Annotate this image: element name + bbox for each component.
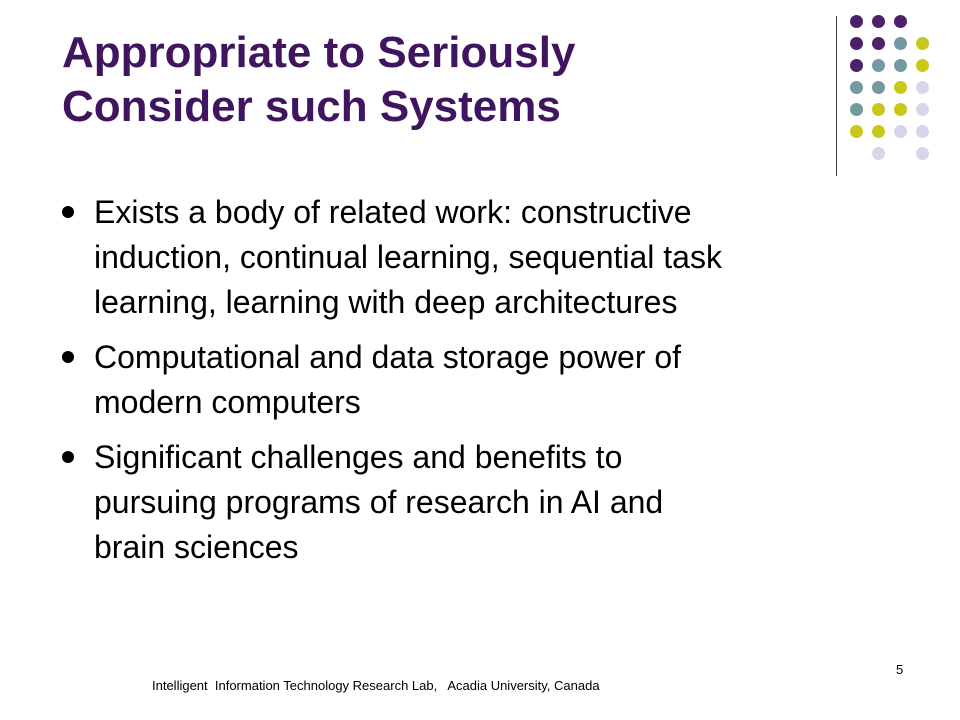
decorative-dot (894, 125, 907, 138)
decorative-dot (872, 37, 885, 50)
decorative-dot (916, 125, 929, 138)
decorative-dot (894, 103, 907, 116)
decorative-dot (850, 37, 863, 50)
decorative-dot (894, 37, 907, 50)
decorative-dot (872, 103, 885, 116)
bullet-3-line-2: pursuing programs of research in AI and (94, 484, 664, 520)
bullet-2-line-2: modern computers (94, 384, 361, 420)
bullet-item-3 (62, 435, 862, 570)
decorative-dot (894, 15, 907, 28)
page-number: 5 (896, 662, 904, 677)
bullet-3-line-3: brain sciences (94, 529, 299, 565)
bullet-1-line-2: induction, continual learning, sequential task (94, 239, 722, 275)
decorative-dot (916, 37, 929, 50)
bullet-dot-icon (62, 451, 74, 463)
decorative-dot (850, 103, 863, 116)
decorative-dot (872, 15, 885, 28)
decorative-dot (916, 147, 929, 160)
decorative-dot (916, 81, 929, 94)
slide-footer: Intelligent Information Technology Research Lab, Acadia University, Canada (152, 678, 600, 693)
title-divider (836, 16, 837, 176)
bullet-3-line-1: Significant challenges and benefits to (94, 439, 623, 475)
bullet-dot-icon (62, 351, 74, 363)
decorative-dot (894, 59, 907, 72)
decorative-dot (850, 59, 863, 72)
bullet-item-2 (62, 335, 862, 425)
bullet-dot-icon (62, 206, 74, 218)
decorative-dot (916, 59, 929, 72)
decorative-dot (894, 81, 907, 94)
decorative-dot (872, 125, 885, 138)
decorative-dot (850, 81, 863, 94)
bullet-list (62, 190, 862, 580)
decorative-dot (850, 15, 863, 28)
bullet-item-1 (62, 190, 862, 325)
decorative-dot (872, 147, 885, 160)
decorative-dot (850, 125, 863, 138)
bullet-2-line-1: Computational and data storage power of (94, 339, 682, 375)
decorative-dot (872, 59, 885, 72)
title-line-1: Appropriate to Seriously (62, 28, 576, 77)
slide-title (62, 26, 802, 134)
decorative-dot (872, 81, 885, 94)
bullet-1-line-3: learning, learning with deep architectures (94, 284, 678, 320)
bullet-1-line-1: Exists a body of related work: constructive (94, 194, 692, 230)
decorative-dot (916, 103, 929, 116)
title-line-2: Consider such Systems (62, 82, 561, 131)
